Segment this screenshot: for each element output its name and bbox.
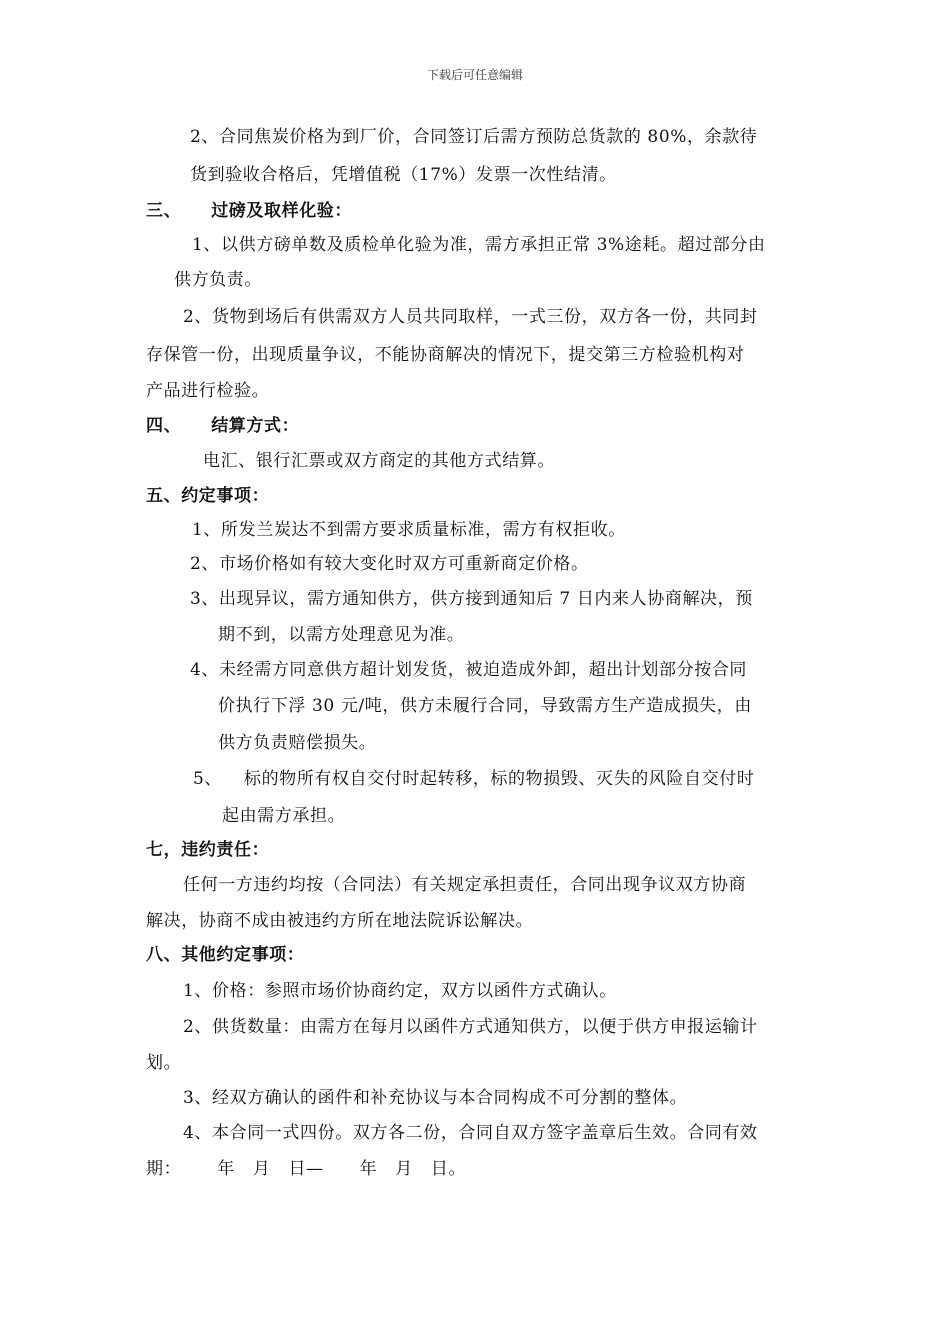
page-header: 下载后可任意编辑 — [426, 68, 523, 82]
clause-2-2-line-2: 货到验收合格后，凭增值税（17%）发票一次性结清。 — [190, 165, 617, 185]
clause-5-4-line-2: 价执行下浮 30 元/吨，供方未履行合同，导致需方生产造成损失，由 — [218, 696, 752, 716]
clause-8-4-line-1: 4、本合同一式四份。双方各二份，合同自双方签字盖章后生效。合同有效 — [183, 1123, 758, 1143]
clause-5-3-line-1: 3、出现异议，需方通知供方，供方接到通知后 7 日内来人协商解决，预 — [190, 589, 753, 609]
clause-8-1: 1、价格：参照市场价协商约定，双方以函件方式确认。 — [183, 981, 617, 1001]
clause-2-2-line-1: 2、合同焦炭价格为到厂价，合同签订后需方预防总货款的 80%，余款待 — [190, 127, 758, 147]
clause-7-line-2: 解决，协商不成由被违约方所在地法院诉讼解决。 — [146, 911, 534, 931]
clause-3-2-line-2: 存保管一份，出现质量争议，不能协商解决的情况下，提交第三方检验机构对 — [146, 345, 745, 365]
section-3-heading — [146, 199, 352, 223]
clause-8-3: 3、经双方确认的函件和补充协议与本合同构成不可分割的整体。 — [183, 1088, 688, 1108]
section-4-title: 结算方式： — [211, 416, 300, 436]
section-5-heading: 五、约定事项： — [146, 486, 270, 506]
section-4-heading — [146, 414, 299, 438]
clause-3-1-line-2: 供方负责。 — [174, 270, 262, 290]
clause-5-5-line-2: 起由需方承担。 — [222, 806, 346, 826]
clause-5-4-line-1: 4、未经需方同意供方超计划发货，被迫造成外卸，超出计划部分按合同 — [190, 660, 748, 680]
clause-5-1: 1、所发兰炭达不到需方要求质量标准，需方有权拒收。 — [192, 520, 626, 540]
clause-3-2-line-3: 产品进行检验。 — [146, 381, 270, 401]
clause-3-1-line-1: 1、以供方磅单数及质检单化验为准，需方承担正常 3%途耗。超过部分由 — [192, 235, 766, 255]
clause-5-4-line-3: 供方负责赔偿损失。 — [218, 733, 377, 753]
clause-7-line-1: 任何一方违约均按（合同法）有关规定承担责任，合同出现争议双方协商 — [183, 875, 747, 895]
section-3-number: 三、 — [146, 201, 182, 221]
clause-5-5-number: 5、 — [193, 769, 223, 789]
clause-8-2-line-2: 划。 — [146, 1053, 182, 1073]
clause-3-2-line-1: 2、货物到场后有供需双方人员共同取样，一式三份，双方各一份，共同封 — [183, 307, 758, 327]
clause-8-2-line-1: 2、供货数量：由需方在每月以函件方式通知供方，以便于供方申报运输计 — [183, 1017, 758, 1037]
clause-5-5-text: 标的物所有权自交付时起转移，标的物损毁、灭失的风险自交付时 — [244, 769, 755, 789]
section-7-heading: 七，违约责任： — [146, 840, 270, 860]
clause-8-4-line-2: 期： 年 月 日— 年 月 日。 — [146, 1159, 467, 1179]
section-8-heading: 八、其他约定事项： — [146, 945, 305, 965]
clause-5-3-line-2: 期不到，以需方处理意见为准。 — [218, 625, 465, 645]
section-3-title: 过磅及取样化验： — [211, 201, 353, 221]
section-4-number: 四、 — [146, 416, 182, 436]
clause-4-line-1: 电汇、银行汇票或双方商定的其他方式结算。 — [203, 451, 555, 471]
clause-5-5-line-1 — [193, 767, 754, 791]
clause-5-2: 2、市场价格如有较大变化时双方可重新商定价格。 — [190, 554, 589, 574]
